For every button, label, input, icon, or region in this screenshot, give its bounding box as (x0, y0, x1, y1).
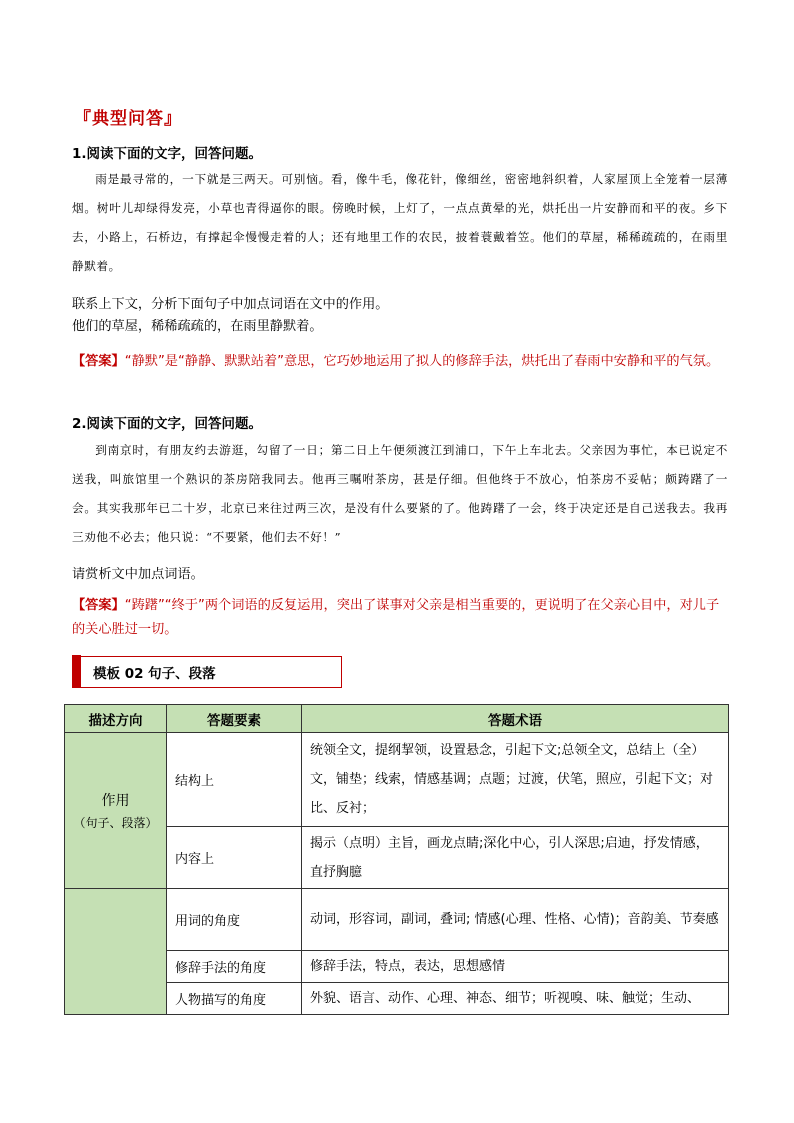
answer-terms-table (64, 704, 729, 1015)
question-2-answer (72, 594, 732, 642)
terms-cell: 动词，形容词，副词，叠词; 情感(心理、性格、心情)；音韵美、节奏感 (302, 889, 729, 951)
table-row (65, 889, 729, 951)
element-cell: 用词的角度 (167, 889, 302, 951)
question-2-prompt-line: 请赏析文中加点词语。 (72, 567, 204, 582)
question-1-prompt-line: 联系上下文，分析下面句子中加点词语在文中的作用。 (72, 297, 389, 312)
table-header-row (65, 705, 729, 733)
terms-cell: 统领全文，提纲挈领，设置悬念，引起下文;总领全文，总结上（全）文，铺垫；线索，情感基调；点题；过渡，伏笔，照应，引起下文；对比、反衬； (302, 733, 729, 827)
direction-label: 作用 (101, 793, 130, 809)
direction-cell (65, 889, 167, 1015)
element-cell: 人物描写的角度 (167, 983, 302, 1015)
heading-accent-bar (72, 655, 81, 687)
answer-tag: 【答案】 (72, 598, 125, 613)
element-cell: 内容上 (167, 827, 302, 889)
terms-cell: 揭示（点明）主旨，画龙点睛;深化中心，引人深思;启迪，抒发情感，直抒胸臆 (302, 827, 729, 889)
terms-cell: 修辞手法，特点，表达，思想感情 (302, 951, 729, 983)
template-heading-box (72, 656, 342, 688)
header-terms: 答题术语 (302, 705, 729, 733)
question-1-prompt (72, 294, 732, 338)
element-cell: 修辞手法的角度 (167, 951, 302, 983)
element-cell: 结构上 (167, 733, 302, 827)
answer-text: “静默”是“静静、默默站着”意思，它巧妙地运用了拟人的修辞手法，烘托出了春雨中安静和平的气氛。 (124, 354, 720, 369)
answer-text: “踌躇”“终于”两个词语的反复运用，突出了谋事对父亲是相当重要的，更说明了在父亲心目中，对儿子的关心胜过一切。 (72, 598, 720, 637)
question-2-title: 2.阅读下面的文字，回答问题。 (72, 416, 263, 432)
question-2-prompt (72, 564, 732, 586)
header-element: 答题要素 (167, 705, 302, 733)
question-1-passage: 雨是最寻常的，一下就是三两天。可别恼。看，像牛毛，像花针，像细丝，密密地斜织着，人家屋顶上全笼着一层薄烟。树叶儿却绿得发亮，小草也青得逼你的眼。傍晚时候，上灯了，一点点黄晕的光，烘托出一片安静而和平的夜。乡下去，小路上，石桥边，有撑起伞慢慢走着的人；还有地里工作的农民，披着蓑戴着笠。他们的草屋，稀稀疏疏的，在雨里静默着。 (72, 172, 728, 273)
table-row (65, 733, 729, 827)
question-1-quote-line: 他们的草屋，稀稀疏疏的，在雨里静默着。 (72, 319, 323, 334)
direction-sublabel: （句子、段落） (73, 816, 158, 830)
answer-tag: 【答案】 (72, 354, 125, 369)
section-title: 『典型问答』 (74, 109, 182, 129)
terms-cell: 外貌、语言、动作、心理、神态、细节；听视嗅、味、触觉；生动、 (302, 983, 729, 1015)
question-1-title: 1.阅读下面的文字，回答问题。 (72, 146, 263, 162)
template-heading: 模板 02 句子、段落 (93, 666, 216, 682)
header-direction: 描述方向 (65, 705, 167, 733)
direction-cell (65, 733, 167, 889)
question-1-answer (72, 350, 732, 374)
question-2-passage: 到南京时，有朋友约去游逛，勾留了一日；第二日上午便须渡江到浦口，下午上车北去。父亲因为事忙，本已说定不送我，叫旅馆里一个熟识的茶房陪我同去。他再三嘱咐茶房，甚是仔细。但他终于不放心，怕茶房不妥帖；颇踌躇了一会。其实我那年已二十岁，北京已来往过两三次，是没有什么要紧的了。他踌躇了一会，终于决定还是自己送我去。我再三劝他不必去；他只说：“不要紧，他们去不好！” (72, 443, 728, 544)
